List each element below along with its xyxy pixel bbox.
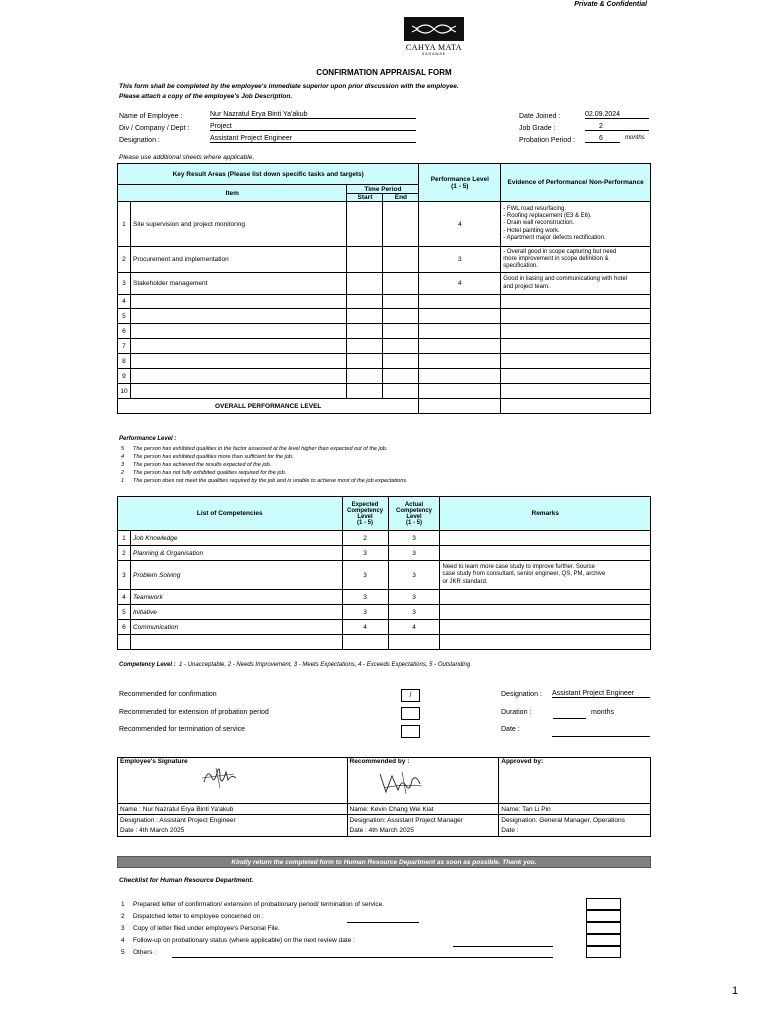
probation-unit: months (625, 135, 645, 141)
logo-name: CAHYA MATA (405, 43, 463, 52)
designation-value: Assistant Project Engineer (210, 135, 416, 143)
kra-table (117, 163, 651, 414)
employee-signature-icon (198, 764, 240, 790)
employee-signature-cell: Employee's Signature (118, 758, 348, 804)
perf-legend: 5 The person has exhibited qualities in the factor assessed at the level higher than expected out of the job. 4 The person has exhibited qualities more than sufficient for the job. 3 The person has achieved the results expected of the job. 2 The person has not fully exhibited qualities required for the job. 1 The person does not meet the qualities required by the job and is unable to achieve most of the job expectations. (121, 446, 408, 484)
confirm-label: Recommended for confirmation (119, 691, 217, 698)
table-row: 7 (118, 339, 651, 354)
confidential-label: Private & Confidential (574, 1, 647, 8)
table-row: 8 (118, 354, 651, 369)
table-row: 5 (118, 309, 651, 324)
table-row: 10 (118, 384, 651, 399)
table-row: 4 Teamwork 3 3 (118, 590, 651, 605)
table-row: 9 (118, 369, 651, 384)
competency-legend: Competency Level : 1 - Unacceptable, 2 - Needs Improvement, 3 - Meets Expectations, 4 - Exceeds Expectations, 5 - Outstanding (119, 662, 471, 668)
table-row: 5 Initiative 3 3 (118, 605, 651, 620)
name-label: Name of Employee : (119, 113, 183, 120)
rec-designation-label: Designation : (501, 691, 542, 698)
table-row (118, 635, 651, 650)
div-value: Project (210, 123, 416, 131)
company-logo (404, 17, 464, 58)
duration-label: Duration : (501, 709, 532, 716)
recommended-signature-icon (376, 766, 426, 798)
list-item: 3 Copy of letter filed under employee's Personal File. (121, 925, 280, 932)
overall-row: OVERALL PERFORMANCE LEVEL (118, 399, 651, 414)
page-number: 1 (732, 985, 739, 997)
checklist-box-2[interactable] (586, 910, 621, 922)
competency-list-header: List of Competencies (118, 497, 343, 531)
list-item: 5 Others : (121, 949, 157, 956)
approved-signature-cell: Approved by: (499, 758, 651, 804)
table-row: 3 Stakeholder management 4 Good in liasing and communicationg with hotel and project team. (118, 273, 651, 295)
table-row: 2 Procurement and implementation 3 - Overall good in scope capturing but need more improvement in scope definition & specification. (118, 247, 651, 273)
list-item: 4 Follow-up on probationary status (where applicable) on the next review date : (121, 937, 355, 944)
rec-date-field[interactable] (552, 726, 650, 737)
list-item: 1 Prepared letter of confirmation/ extension of probationary period/ termination of service. (121, 901, 385, 908)
date-joined-label: Date Joined : (519, 113, 561, 120)
duration-field[interactable] (553, 708, 586, 719)
table-row: 4 (118, 295, 651, 309)
end-header: End (383, 194, 419, 202)
checklist-box-5[interactable] (586, 946, 621, 958)
extend-label: Recommended for extension of probation period (119, 709, 269, 716)
duration-unit: months (591, 709, 614, 716)
checklist-box-3[interactable] (586, 922, 621, 934)
perf-legend-title: Performance Level : (119, 436, 177, 442)
remarks-header: Remarks (440, 497, 651, 531)
dispatch-date-line[interactable] (347, 922, 419, 923)
start-header: Start (347, 194, 383, 202)
time-period-header: Time Period (347, 185, 419, 194)
expected-header: Expected Competency Level (1 - 5) (342, 497, 388, 531)
name-value: Nur Nazratul Erya Binti Ya'akub (210, 111, 416, 119)
list-item: 2 Dispatched letter to employee concerned on : (121, 913, 264, 920)
div-label: Div / Company / Dept : (119, 125, 190, 132)
evidence-header: Evidence of Performance/ Non-Performance (501, 164, 651, 202)
designation-label: Designation : (119, 137, 160, 144)
perf-level-header: Performance Level (1 - 5) (419, 164, 501, 202)
table-row: 6 Communication 4 4 (118, 620, 651, 635)
job-grade-value: 2 (585, 123, 649, 131)
terminate-label: Recommended for termination of service (119, 726, 246, 733)
logo-sub: SARAWAK (421, 52, 447, 56)
signature-table: Employee's Signature Recommended by : Approved by: Name : Nur Nazratul Erya Binti Ya'akub Name: Kevin Chang Wei Kiat Name: Tan Li Pin Designation : Assistant Project Engineer Designation: Assistant Project Manager Designation: General Manager, Operations Date : 4th March 2025 Date : 4th March 2025 Date : (117, 757, 651, 837)
job-grade-label: Job Grade : (519, 125, 556, 132)
date-joined-value: 02.09.2024 (585, 111, 649, 119)
table-row: 2 Planning & Organisation 3 3 (118, 546, 651, 561)
checklist (121, 899, 384, 959)
confirm-checkbox[interactable]: / (401, 689, 420, 702)
form-title: CONFIRMATION APPRAISAL FORM (316, 68, 452, 77)
return-banner: Kindly return the completed form to Human Resource Department as soon as possible. Thank you. (117, 856, 651, 868)
recommended-signature-cell: Recommended by : (347, 758, 499, 804)
terminate-checkbox[interactable] (401, 725, 420, 738)
competency-table (117, 496, 651, 650)
probation-label: Probation Period : (519, 137, 576, 144)
kra-header: Key Result Areas (Please list down specific tasks and targets) (118, 164, 419, 185)
rec-designation-value: Assistant Project Engineer (552, 690, 650, 698)
rec-date-label: Date : (501, 726, 520, 733)
logo-emblem-icon (404, 17, 464, 41)
table-row: 1 Site supervision and project monitoring 4 - FWL road resurfacing. - Roofing replacement (E3 & E6). - Drain wall reconstruction. - Hotel painting work. - Apartment major defects rectification. (118, 202, 651, 247)
checklist-title: Checklist for Human Resource Department. (119, 877, 254, 884)
review-date-line[interactable] (453, 946, 553, 947)
instruction-2: Please attach a copy of the employee's Job Description. (119, 93, 293, 100)
checklist-box-1[interactable] (586, 898, 621, 910)
probation-value: 6 (585, 135, 620, 143)
checklist-box-4[interactable] (586, 934, 621, 946)
item-header: Item (118, 185, 347, 202)
others-line[interactable] (172, 957, 553, 958)
table-row: 6 (118, 324, 651, 339)
extend-checkbox[interactable] (401, 707, 420, 720)
instruction-1: This form shall be completed by the employee's immediate superior upon prior discussion with the employee. (119, 83, 459, 90)
additional-note: Please use additional sheets where applicable. (119, 154, 255, 161)
actual-header: Actual Competency Level (1 - 5) (388, 497, 440, 531)
table-row: 3 Problem Solving 3 3 Need to learn more case study to improve further. Source case study from consultant, senior engineer, QS, PM, archive or JKR standard. (118, 561, 651, 590)
table-row: 1 Job Knowledge 2 3 (118, 531, 651, 546)
